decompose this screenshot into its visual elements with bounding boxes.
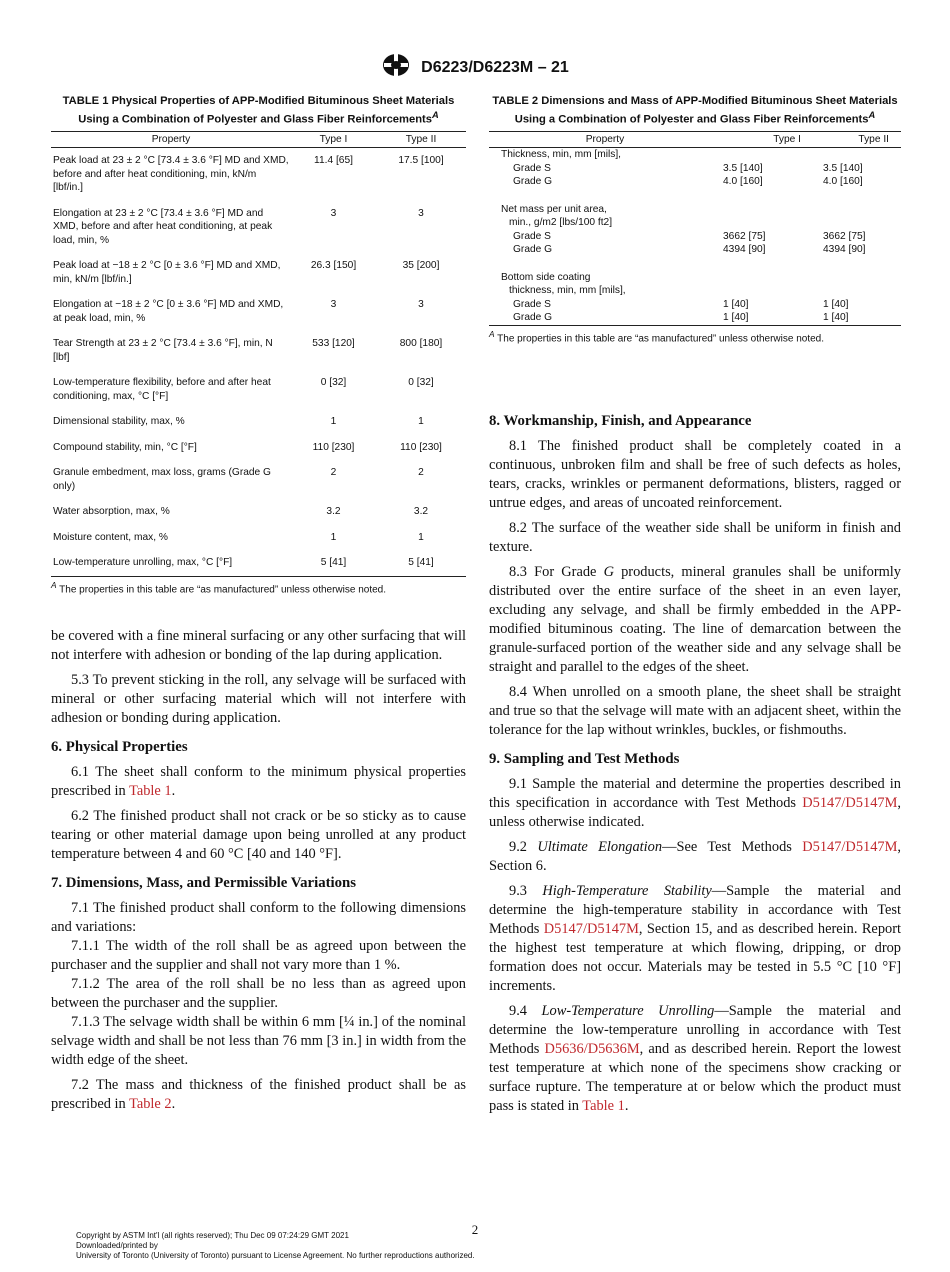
- type1-cell: 2: [330, 467, 337, 479]
- table2: [489, 131, 901, 326]
- table-row: [51, 550, 466, 576]
- type1-cell: 3662 [75]: [723, 230, 766, 242]
- group-label: Thickness, min, mm [mils],: [501, 149, 621, 161]
- section-6-heading: 6. Physical Properties: [51, 739, 188, 756]
- left-body-text: [51, 627, 466, 1114]
- type1-cell: 1: [330, 416, 337, 428]
- table1-header-type1: Type I: [291, 131, 376, 148]
- table1-caption: TABLE 1 Physical Properties of APP-Modified Bituminous Sheet Materials Using a Combination of Polyester and Glass Fiber Reinforcements$^A$: [62, 95, 455, 126]
- group-label-2: min., g/m2 [lbs/100 ft2]: [509, 217, 613, 229]
- type2-cell: 4.0 [160]: [823, 176, 863, 188]
- footer-line: Copyright by ASTM Int'l (all rights reserved); Thu Dec 09 07:24:29 GMT 2021: [76, 1231, 349, 1240]
- grade-g-label: Grade G: [513, 176, 553, 188]
- section-8-heading: 8. Workmanship, Finish, and Appearance: [489, 413, 752, 430]
- type2-cell: 110 [230]: [400, 441, 442, 453]
- section-7-heading: 7. Dimensions, Mass, and Permissible Variations: [51, 875, 357, 892]
- table2-header-type2: Type II: [821, 131, 901, 148]
- table1-header-property: Property: [51, 131, 291, 148]
- type2-cell: 3: [418, 207, 424, 219]
- type2-cell: 3: [418, 299, 424, 311]
- table-row: [51, 499, 466, 525]
- group-label: Net mass per unit area,: [501, 203, 607, 215]
- type2-cell: 35 [200]: [402, 260, 440, 272]
- astm-logo-icon: [381, 52, 411, 83]
- page-number: 2: [471, 1222, 479, 1237]
- type1-cell: 3: [330, 299, 337, 311]
- paragraph-6-1: 6.1 The sheet shall conform to the minimum physical properties prescribed in Table 1.: [51, 764, 466, 800]
- table-row: [489, 148, 901, 162]
- section-9-heading: 9. Sampling and Test Methods: [489, 751, 680, 768]
- group-label-2: thickness, min, mm [mils],: [509, 285, 626, 297]
- d5147-link[interactable]: D5147/D5147M: [802, 795, 898, 812]
- table2-header-type1: Type I: [721, 131, 821, 148]
- paragraph-8-1: 8.1 The finished product shall be completely coated in a continuous, unbroken film and shall be free of such defects as holes, tears, cracks, wrinkles or permanent deformations, blisters, ragged or untrue edges, and areas of uncoated reinforcement.: [489, 438, 901, 512]
- table-row: [489, 230, 901, 244]
- paragraph-7-1-1: 7.1.1 The width of the roll shall be as agreed upon between the purchaser and the supplier and shall not vary more than 1 %.: [51, 938, 466, 974]
- table-row: [489, 311, 901, 325]
- type2-cell: 17.5 [100]: [398, 155, 444, 167]
- table-row: [51, 370, 466, 409]
- table-row: [489, 243, 901, 257]
- type2-cell: 1: [418, 531, 424, 543]
- type2-cell: 1: [418, 416, 424, 428]
- type1-cell: 533 [120]: [312, 338, 355, 350]
- table-row: [489, 298, 901, 312]
- property-cell: Peak load at −18 ± 2 °C [0 ± 3.6 °F] MD and XMD, min, kN/m [lbf/in.]: [53, 260, 281, 285]
- paragraph-9-2: 9.2 Ultimate Elongation—See Test Methods D5147/D5147M, Section 6.: [489, 839, 902, 875]
- paragraph-7-2: 7.2 The mass and thickness of the finished product shall be as prescribed in Table 2.: [51, 1077, 466, 1113]
- type1-cell: 1 [40]: [721, 311, 821, 325]
- d5147-link[interactable]: D5147/D5147M: [543, 921, 639, 938]
- type1-cell: 0 [32]: [320, 377, 347, 389]
- type1-cell: 11.4 [65]: [314, 155, 353, 167]
- type1-cell: 4.0 [160]: [723, 176, 763, 188]
- table-row: [489, 216, 901, 230]
- grade-s-label: Grade S: [513, 162, 551, 174]
- type2-cell: 5 [41]: [376, 550, 466, 576]
- table2-link[interactable]: Table 2: [129, 1096, 172, 1113]
- table2-header-row: [489, 131, 901, 148]
- table-row: [489, 175, 901, 189]
- type2-cell: 3.2: [413, 506, 429, 518]
- paragraph-9-1: 9.1 Sample the material and determine the properties described in this specification in accordance with Test Methods D5147/D5147M, unless otherwise indicated.: [489, 776, 901, 831]
- property-cell: Water absorption, max, %: [53, 506, 170, 518]
- type1-cell: 26.3 [150]: [310, 260, 357, 272]
- table-row: [51, 331, 466, 370]
- type2-cell: 800 [180]: [399, 338, 443, 350]
- table-row: [51, 253, 466, 292]
- type1-cell: 5 [41]: [291, 550, 376, 576]
- right-body-text: [489, 412, 901, 1116]
- group-label: Bottom side coating: [501, 271, 591, 283]
- paragraph-continued: be covered with a fine mineral surfacing or any other surfacing that will not interfere with adhesion or bonding of the lap during application.: [51, 628, 466, 664]
- property-cell: Elongation at 23 ± 2 °C [73.4 ± 3.6 °F] MD and XMD, before and after heat conditioning, at peak load, min, %: [53, 207, 273, 246]
- d5636-link[interactable]: D5636/D5636M: [544, 1041, 640, 1058]
- paragraph-7-1-2: 7.1.2 The area of the roll shall be no less than as agreed upon between the purchaser and the supplier.: [51, 976, 466, 1012]
- table-row: [51, 201, 466, 254]
- type2-cell: 4394 [90]: [823, 244, 866, 256]
- paragraph-7-1: 7.1 The finished product shall conform to the following dimensions and variations:: [51, 900, 466, 936]
- table-row: [489, 203, 901, 217]
- property-cell: Elongation at −18 ± 2 °C [0 ± 3.6 °F] MD and XMD, at peak load, min, %: [53, 299, 284, 324]
- property-cell: Moisture content, max, %: [53, 531, 168, 543]
- table1-link[interactable]: Table 1: [129, 783, 172, 800]
- right-column: [489, 94, 901, 1122]
- copyright-footer: [76, 1231, 475, 1261]
- property-cell: Tear Strength at 23 ± 2 °C [73.4 ± 3.6 °F], min, N [lbf]: [53, 338, 273, 363]
- table-row: [51, 148, 466, 201]
- type1-cell: 3.5 [140]: [723, 162, 763, 174]
- grade-g-label: Grade G: [489, 311, 721, 325]
- table-row: [489, 271, 901, 285]
- footer-line: University of Toronto (University of Toronto) pursuant to License Agreement. No further reproductions authorized.: [76, 1251, 475, 1260]
- property-cell: Low-temperature unrolling, max, °C [°F]: [51, 550, 291, 576]
- type1-cell: 3: [330, 207, 337, 219]
- paragraph-9-4: 9.4 Low-Temperature Unrolling—Sample the material and determine the low-temperature unrolling in accordance with Test Methods D5636/D5636M, and as described herein. Report the lowest test temperature at which none of the specimens show cracking or surface rupture. The temperature at or below which the product must pass is stated in Table 1.: [489, 1003, 902, 1115]
- type1-cell: 1 [40]: [723, 298, 749, 310]
- document-code: D6223/D6223M – 21: [421, 58, 569, 76]
- page-header: [0, 52, 950, 83]
- paragraph-9-3: 9.3 High-Temperature Stability—Sample the material and determine the high-temperature stability in accordance with Test Methods D5147/D5147M, Section 15, and as described herein. Report the highest test temperature at which flowing, dripping, or drop formation does not occur. Materials may be tested in 5.5 °C [10 °F] increments.: [489, 883, 902, 995]
- grade-s-label: Grade S: [513, 230, 551, 242]
- type2-cell: 2: [418, 467, 424, 479]
- table-row: [51, 409, 466, 435]
- table1-link[interactable]: Table 1: [582, 1098, 625, 1115]
- type1-cell: 3.2: [326, 506, 341, 518]
- table2-header-property: Property: [489, 131, 721, 148]
- table1-header-row: [51, 131, 466, 148]
- table2-caption: TABLE 2 Dimensions and Mass of APP-Modified Bituminous Sheet Materials Using a Combination of Polyester and Glass Fiber Reinforcements$^A$: [492, 95, 898, 126]
- footer-line: Downloaded/printed by: [76, 1241, 158, 1250]
- table1-header-type2: Type II: [376, 131, 466, 148]
- type1-cell: 1: [330, 531, 337, 543]
- table1: [51, 131, 466, 577]
- table-row: [51, 435, 466, 461]
- paragraph-8-2: 8.2 The surface of the weather side shall be uniform in finish and texture.: [489, 520, 901, 556]
- type2-cell: 1 [40]: [823, 298, 849, 310]
- paragraph-7-1-3: 7.1.3 The selvage width shall be within 6 mm [¼ in.] of the nominal selvage width and shall be not less than 76 mm [3 in.] in width from the width edge of the sheet.: [51, 1014, 466, 1069]
- paragraph-8-4: 8.4 When unrolled on a smooth plane, the sheet shall be straight and true so that the selvage will mate with an adjacent sheet, within the tolerance for the lap without wrinkles, buckles, or fishmouths.: [489, 684, 901, 739]
- type2-cell: 1 [40]: [821, 311, 901, 325]
- table2-footnote: $^A$ The properties in this table are “as manufactured” unless otherwise noted.: [489, 328, 825, 345]
- type2-cell: 0 [32]: [408, 377, 434, 389]
- table-row: [489, 284, 901, 298]
- property-cell: Granule embedment, max loss, grams (Grade G only): [53, 467, 271, 492]
- type1-cell: 110 [230]: [312, 441, 355, 453]
- paragraph-8-3: 8.3 For Grade G products, mineral granules shall be uniformly distributed over the entire surface of the sheet in an even layer, excluding any selvage, and shall be firmly embedded in the APP-modified bituminous coating. The line of demarcation between the granule-surfaced portion of the weather side and any selvage shall be straight and parallel to the edges of the sheet.: [489, 564, 901, 676]
- table-row: [489, 162, 901, 176]
- grade-g-label: Grade G: [513, 244, 553, 256]
- left-column: [51, 94, 466, 1120]
- grade-s-label: Grade S: [513, 298, 551, 310]
- property-cell: Compound stability, min, °C [°F]: [53, 441, 197, 453]
- d5147-link[interactable]: D5147/D5147M: [802, 839, 898, 856]
- property-cell: Dimensional stability, max, %: [53, 416, 185, 428]
- table1-footnote: $^A$ The properties in this table are “as manufactured” unless otherwise noted.: [51, 579, 387, 596]
- table-row: [51, 525, 466, 551]
- table-row: [51, 460, 466, 499]
- table-row: [51, 292, 466, 331]
- type2-cell: 3662 [75]: [823, 230, 866, 242]
- property-cell: Low-temperature flexibility, before and after heat conditioning, max, °C [°F]: [53, 377, 271, 402]
- type2-cell: 3.5 [140]: [823, 162, 863, 174]
- paragraph-5-3: 5.3 To prevent sticking in the roll, any selvage will be surfaced with mineral or other surfacing material which will not interfere with adhesion or bonding during application.: [51, 672, 466, 727]
- paragraph-6-2: 6.2 The finished product shall not crack or be so sticky as to cause tearing or other material damage upon being unrolled at any product temperature between 4 and 60 °C [40 and 140 °F].: [51, 808, 466, 863]
- property-cell: Peak load at 23 ± 2 °C [73.4 ± 3.6 °F] MD and XMD, before and after heat conditioning, min, kN/m [lbf/in.]: [53, 155, 289, 194]
- type1-cell: 4394 [90]: [723, 244, 766, 256]
